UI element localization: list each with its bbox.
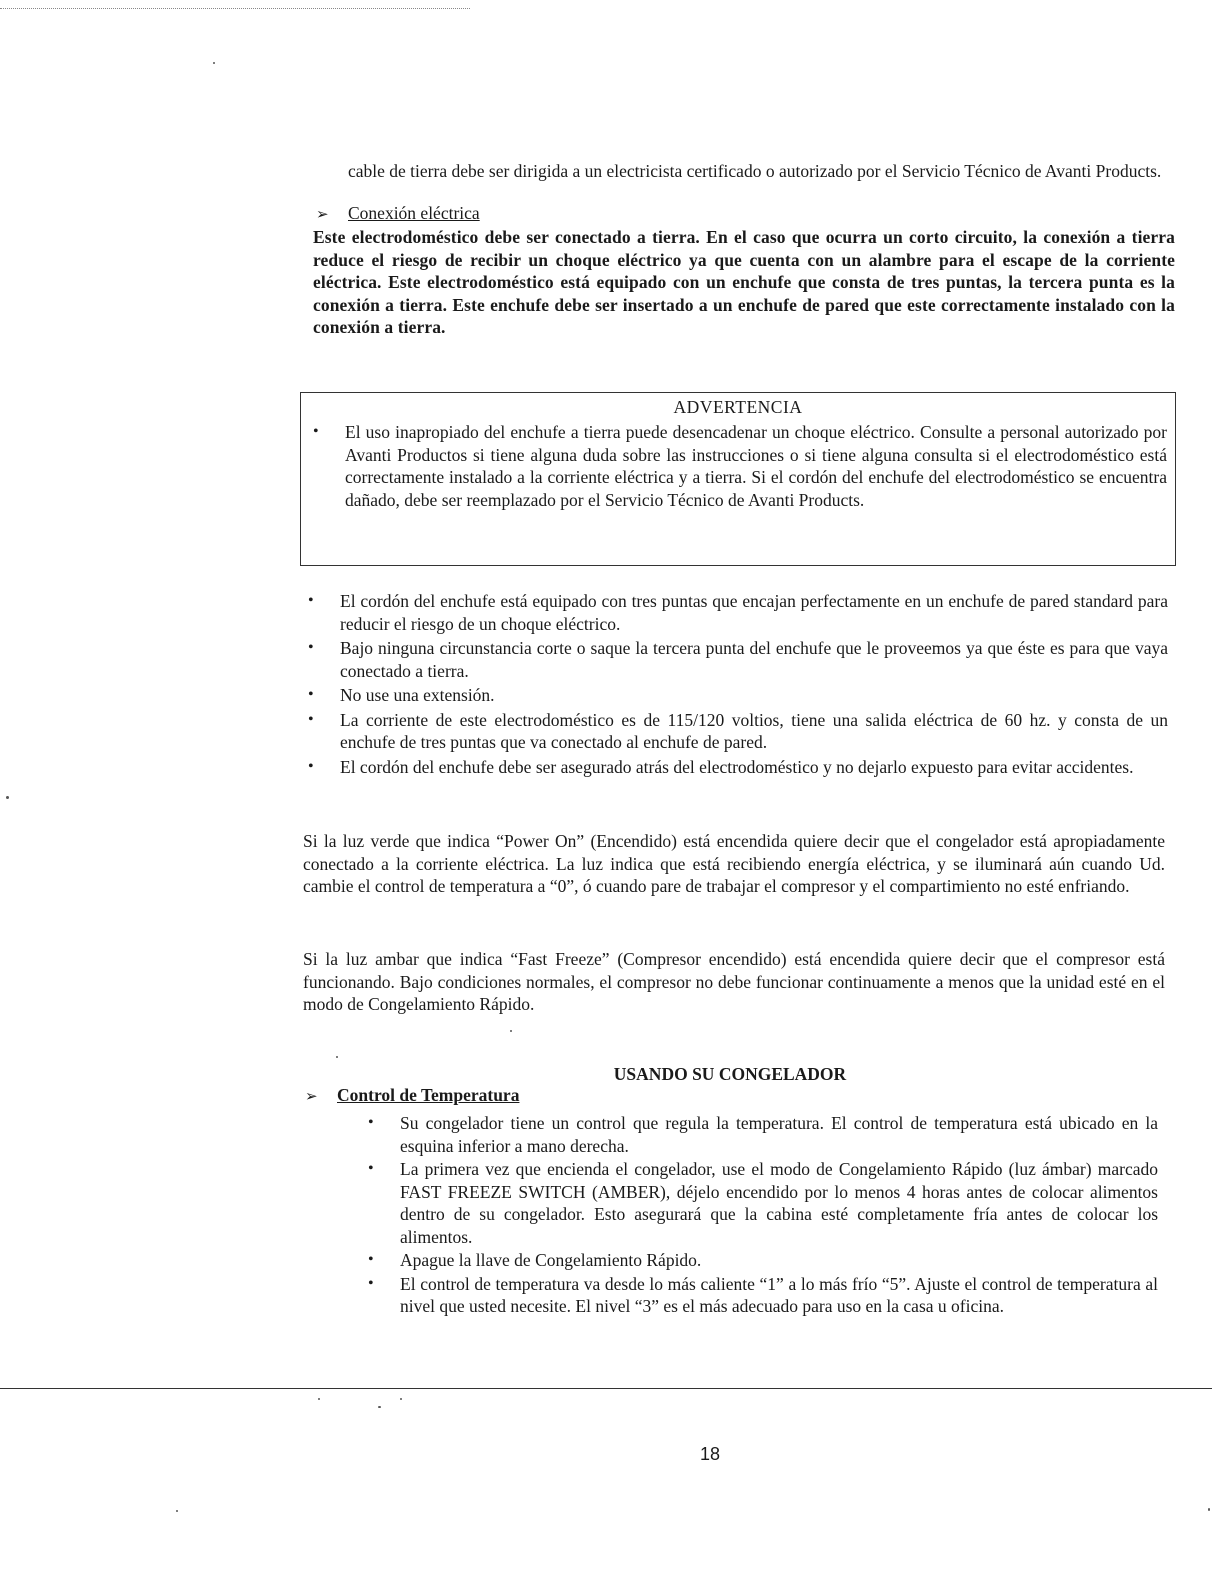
- scan-speck: [318, 1398, 320, 1400]
- power-on-paragraph: Si la luz verde que indica “Power On” (Encendido) está encendida quiere decir que el congelador está apropiadamente conectado a la corriente eléctrica. La luz indica que está recibiendo energía eléctrica, y se iluminará aún cuando Ud. cambie el control de temperatura a “0”, ó cuando pare de trabajar el compresor y el compartimiento no esté enfriando.: [303, 831, 1165, 896]
- bullet-icon: •: [368, 1274, 374, 1292]
- scan-speck: [1208, 1508, 1210, 1511]
- list-item: [368, 1273, 1158, 1318]
- list-item: [308, 709, 1168, 754]
- using-section-title: USANDO SU CONGELADOR: [613, 1064, 847, 1084]
- list-item-text: El control de temperatura va desde lo más caliente “1” a lo más frío “5”. Ajuste el control de temperatura al nivel que usted necesite. El nivel “3” es el más adecuado para uso en la casa u oficina.: [400, 1273, 1158, 1316]
- intro-continuation: cable de tierra debe ser dirigida a un electricista certificado o autorizado por el Servicio Técnico de Avanti Products.: [348, 161, 1162, 181]
- temperature-control-heading: [305, 1085, 519, 1106]
- scan-speck: [6, 796, 9, 799]
- cord-bullet-list: [308, 590, 1168, 780]
- bullet-icon: •: [368, 1251, 374, 1268]
- bullet-icon: •: [308, 686, 314, 703]
- scan-speck: [400, 1398, 402, 1400]
- conexion-heading-label: Conexión eléctrica: [348, 203, 480, 223]
- bullet-icon: •: [308, 592, 314, 609]
- bullet-icon: •: [308, 757, 314, 775]
- warning-text: El uso inapropiado del enchufe a tierra puede desencadenar un choque eléctrico. Consulte a personal autorizado por Avanti Productos si tiene alguna duda sobre las instrucciones o si tiene alguna consulta si el electrodoméstico está correctamente instalado a la corriente eléctrica y a tierra. Si el cordón del enchufe del electrodoméstico se encuentra dañado, debe ser reemplazado por el Servicio Técnico de Avanti Products.: [345, 422, 1167, 510]
- list-item-text: El cordón del enchufe debe ser asegurado atrás del electrodoméstico y no dejarlo expuesto para evitar accidentes.: [340, 756, 1134, 777]
- temperature-bullet-list: [368, 1112, 1158, 1319]
- list-item: [368, 1158, 1158, 1248]
- temperature-control-label: Control de Temperatura: [337, 1085, 520, 1105]
- list-item-text: La corriente de este electrodoméstico es de 115/120 voltios, tiene una salida eléctrica de 60 hz. y consta de un enchufe de tres puntas que va conectado al enchufe de pared.: [340, 709, 1168, 752]
- arrow-bullet-icon: ➢: [305, 1087, 318, 1105]
- bullet-icon: •: [308, 710, 314, 728]
- bullet-icon: •: [368, 1160, 374, 1177]
- list-item: [308, 756, 1168, 779]
- list-item: [308, 637, 1168, 682]
- list-item-text: No use una extensión.: [340, 685, 495, 705]
- bullet-icon: •: [368, 1114, 374, 1131]
- list-item-text: Apague la llave de Congelamiento Rápido.: [400, 1250, 702, 1270]
- conexion-heading: [316, 203, 480, 224]
- scan-speck: [378, 1406, 381, 1408]
- fast-freeze-paragraph: Si la luz ambar que indica “Fast Freeze” (Compresor encendido) está encendida quiere decir que el compresor está funcionando. Bajo condiciones normales, el compresor no debe funcionar continuamente a menos que la unidad esté en el modo de Congelamiento Rápido.: [303, 949, 1165, 1014]
- conexion-body: Este electrodoméstico debe ser conectado a tierra. En el caso que ocurra un corto circuito, la conexión a tierra reduce el riesgo de recibir un choque eléctrico ya que cuenta con un alambre para el escape de la corriente eléctrica. Este electrodoméstico está equipado con un enchufe que consta de tres puntas, la tercera punta es la conexión a tierra. Este enchufe debe ser insertado a un enchufe de pared que este correctamente instalado con la conexión a tierra.: [313, 227, 1175, 337]
- scan-speck: [213, 62, 215, 64]
- list-item-text: El cordón del enchufe está equipado con tres puntas que encajan perfectamente en un enchufe de pared standard para reducir el riesgo de un choque eléctrico.: [340, 591, 1168, 634]
- scan-artifact-dots: [0, 8, 470, 11]
- page-number: 18: [700, 1444, 721, 1464]
- list-item-text: Su congelador tiene un control que regula la temperatura. El control de temperatura está ubicado en la esquina inferior a mano derecha.: [400, 1113, 1158, 1156]
- bullet-icon: •: [308, 639, 314, 656]
- scan-speck: [510, 1030, 512, 1032]
- list-item: [368, 1112, 1158, 1157]
- list-item: [308, 590, 1168, 635]
- warning-title: ADVERTENCIA: [673, 397, 803, 417]
- bullet-icon: •: [313, 423, 319, 440]
- warning-box: [300, 392, 1176, 566]
- list-item-text: Bajo ninguna circunstancia corte o saque la tercera punta del enchufe que le proveemos ya que éste es para que vaya conectado a tierra.: [340, 638, 1168, 681]
- arrow-bullet-icon: ➢: [316, 205, 329, 223]
- list-item: [368, 1249, 1158, 1272]
- list-item: [308, 684, 1168, 707]
- footer-divider: [0, 1388, 1212, 1389]
- scan-speck: [336, 1056, 338, 1058]
- scan-speck: [176, 1510, 178, 1512]
- list-item-text: La primera vez que encienda el congelador, use el modo de Congelamiento Rápido (luz ámbar) marcado FAST FREEZE SWITCH (AMBER), déjelo encendido por lo menos 4 horas antes de colocar alimentos dentro de su congelador. Esto asegurará que la cabina esté completamente fría antes de colocar los alimentos.: [400, 1159, 1158, 1247]
